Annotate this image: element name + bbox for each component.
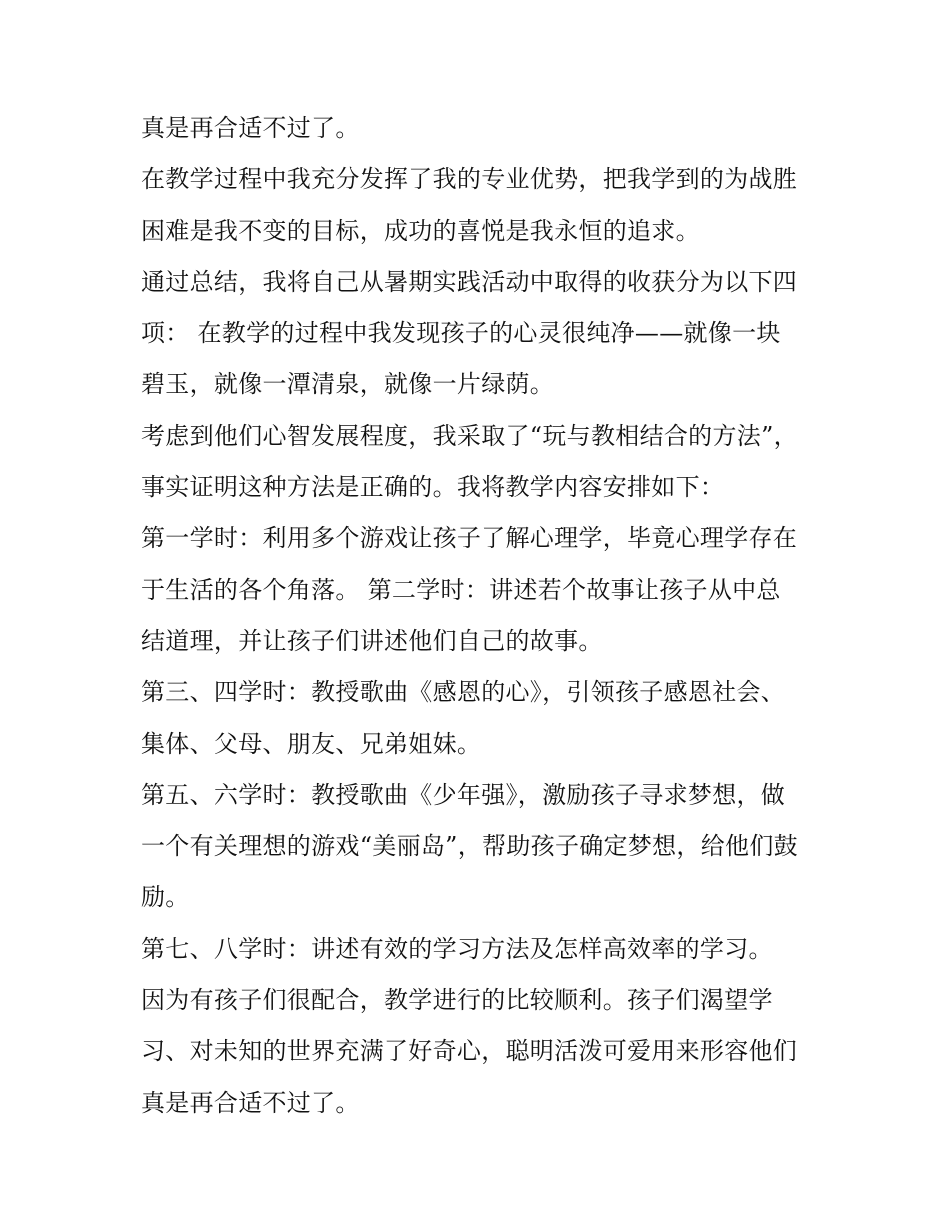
text-line: 困难是我不变的目标，成功的喜悦是我永恒的追求。 — [141, 216, 700, 245]
text-line: 第七、八学时：讲述有效的学习方法及怎样高效率的学习。 — [141, 934, 773, 963]
text-line: 第一学时：利用多个游戏让孩子了解心理学，毕竟心理学存在 — [141, 524, 798, 553]
text-line: 真是再合适不过了。 — [141, 114, 360, 142]
text-line: 项： 在教学的过程中我发现孩子的心灵很纯净——就像一块 — [141, 319, 781, 348]
text-line: 在教学过程中我充分发挥了我的专业优势，把我学到的为战胜 — [141, 165, 798, 194]
text-line: 励。 — [141, 883, 190, 912]
text-line: 通过总结，我将自己从暑期实践活动中取得的收获分为以下四 — [141, 267, 798, 296]
text-line: 集体、父母、朋友、兄弟姐妹。 — [141, 729, 482, 758]
text-line: 第三、四学时：教授歌曲《感恩的心》，引领孩子感恩社会、 — [141, 678, 786, 707]
text-line: 事实证明这种方法是正确的。我将教学内容安排如下： — [141, 473, 725, 502]
text-line: 因为有孩子们很配合，教学进行的比较顺利。孩子们渴望学 — [141, 986, 773, 1015]
text-line: 结道理，并让孩子们讲述他们自己的故事。 — [141, 626, 603, 655]
text-line: 碧玉，就像一潭清泉，就像一片绿荫。 — [141, 370, 555, 399]
text-line: 习、对未知的世界充满了好奇心，聪明活泼可爱用来形容他们 — [141, 1037, 798, 1066]
text-line: 一个有关理想的游戏“美丽岛”，帮助孩子确定梦想，给他们鼓 — [141, 832, 798, 861]
text-line: 第五、六学时：教授歌曲《少年强》，激励孩子寻求梦想，做 — [141, 780, 786, 809]
text-line: 考虑到他们心智发展程度，我采取了“玩与教相结合的方法”， — [141, 421, 798, 450]
text-line: 于生活的各个角落。 第二学时：讲述若个故事让孩子从中总 — [141, 575, 781, 604]
text-line: 真是再合适不过了。 — [141, 1088, 360, 1117]
document-body — [141, 108, 821, 1134]
